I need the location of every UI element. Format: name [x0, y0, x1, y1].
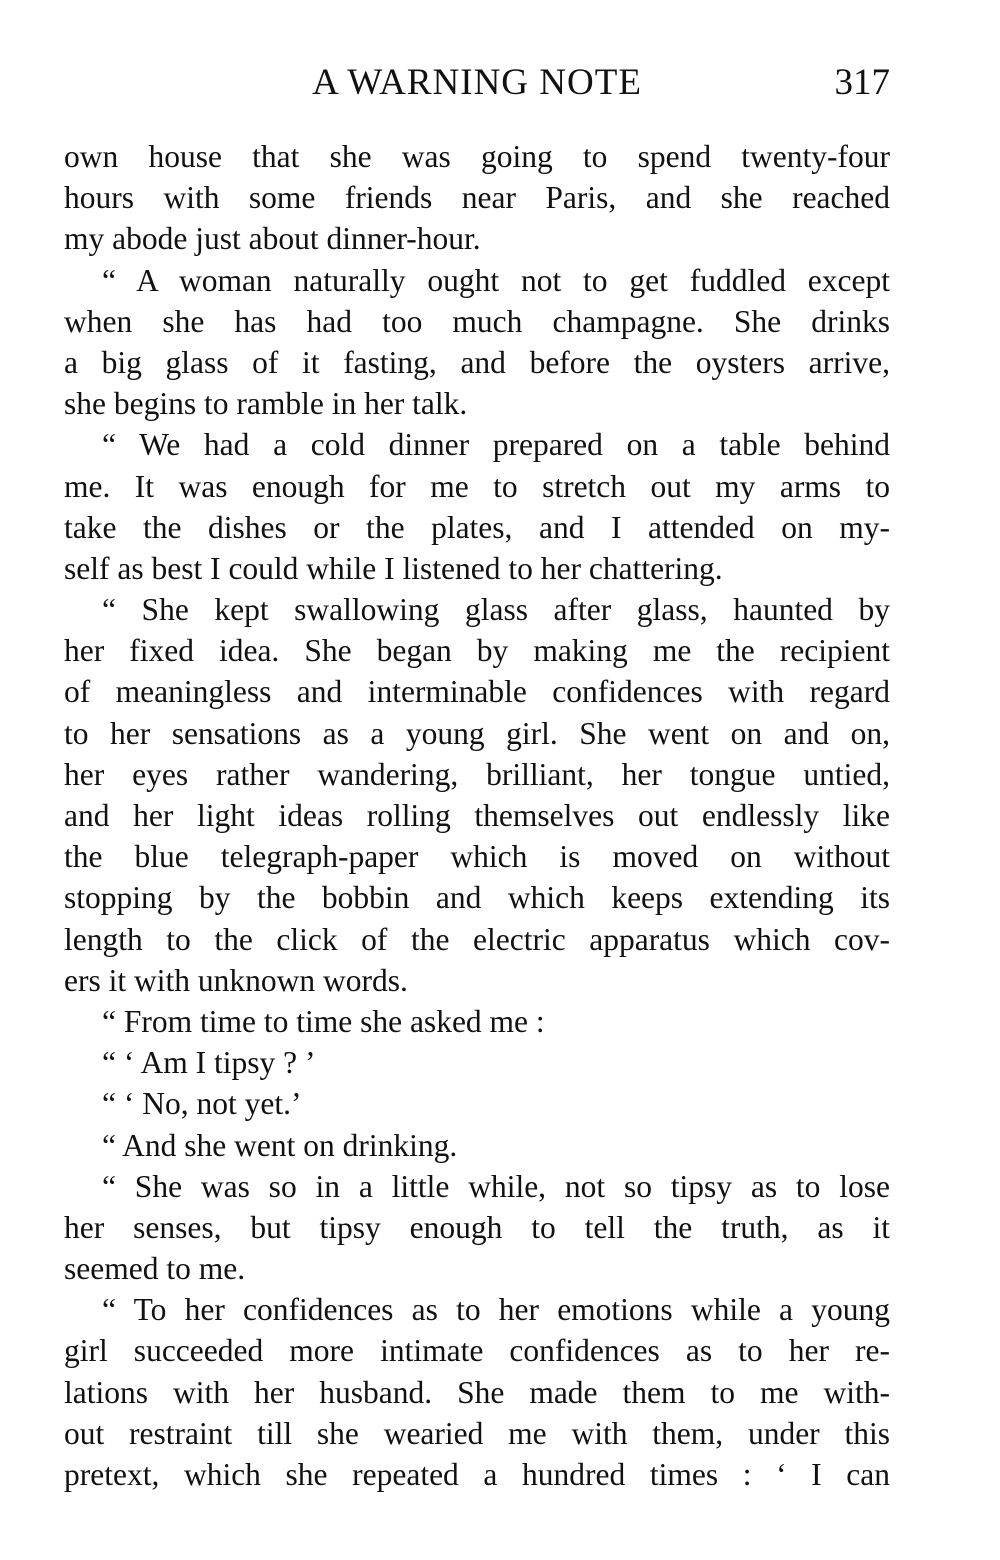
text-line: out restraint till she wearied me with them, under this: [64, 1415, 890, 1451]
text-line: take the dishes or the plates, and I attended on my-: [64, 509, 890, 545]
text-line: self as best I could while I listened to her chattering.: [64, 550, 723, 586]
text-line: “ To her confidences as to her emotions while a young: [102, 1292, 890, 1328]
running-head: [64, 58, 890, 108]
text-line: “ And she went on drinking.: [102, 1127, 458, 1163]
text-line: to her sensations as a young girl. She went on and on,: [64, 715, 890, 751]
text-line: “ ‘ Am I tipsy ? ’: [102, 1045, 316, 1081]
text-line: seemed to me.: [64, 1251, 246, 1287]
text-line: her senses, but tipsy enough to tell the truth, as it: [64, 1209, 890, 1245]
text-line: hours with some friends near Paris, and she reached: [64, 180, 890, 216]
text-line: of meaningless and interminable confidences with regard: [64, 674, 890, 710]
text-line: “ From time to time she asked me :: [102, 1003, 545, 1039]
text-line: “ A woman naturally ought not to get fuddled except: [102, 262, 890, 298]
text-line: girl succeeded more intimate confidences as to her re-: [64, 1333, 890, 1369]
body-text: [64, 136, 890, 1495]
running-title: A WARNING NOTE: [312, 62, 642, 103]
text-line: the blue telegraph-paper which is moved on without: [64, 839, 890, 875]
text-line: lations with her husband. She made them to me with-: [64, 1374, 890, 1410]
text-line: ers it with unknown words.: [64, 962, 408, 998]
text-line: and her light ideas rolling themselves out endlessly like: [64, 798, 890, 833]
text-line: pretext, which she repeated a hundred times : ‘ I can: [64, 1457, 890, 1492]
text-line: her eyes rather wandering, brilliant, her tongue untied,: [64, 756, 890, 792]
page-number: 317: [834, 62, 890, 103]
text-line: “ She was so in a little while, not so tipsy as to lose: [102, 1168, 890, 1204]
text-line: own house that she was going to spend twenty-four: [64, 139, 890, 174]
text-line: her fixed idea. She began by making me the recipient: [64, 633, 890, 669]
text-line: “ We had a cold dinner prepared on a table behind: [102, 427, 890, 463]
text-line: me. It was enough for me to stretch out my arms to: [64, 468, 890, 504]
text-line: my abode just about dinner-hour.: [64, 221, 481, 257]
text-line: a big glass of it fasting, and before the oysters arrive,: [64, 344, 890, 380]
text-line: stopping by the bobbin and which keeps extending its: [64, 880, 890, 916]
text-line: “ She kept swallowing glass after glass, haunted by: [102, 592, 890, 628]
text-line: “ ‘ No, not yet.’: [102, 1086, 302, 1122]
text-line: when she has had too much champagne. She drinks: [64, 303, 890, 339]
text-line: length to the click of the electric apparatus which cov-: [64, 921, 890, 957]
text-line: she begins to ramble in her talk.: [64, 386, 468, 422]
